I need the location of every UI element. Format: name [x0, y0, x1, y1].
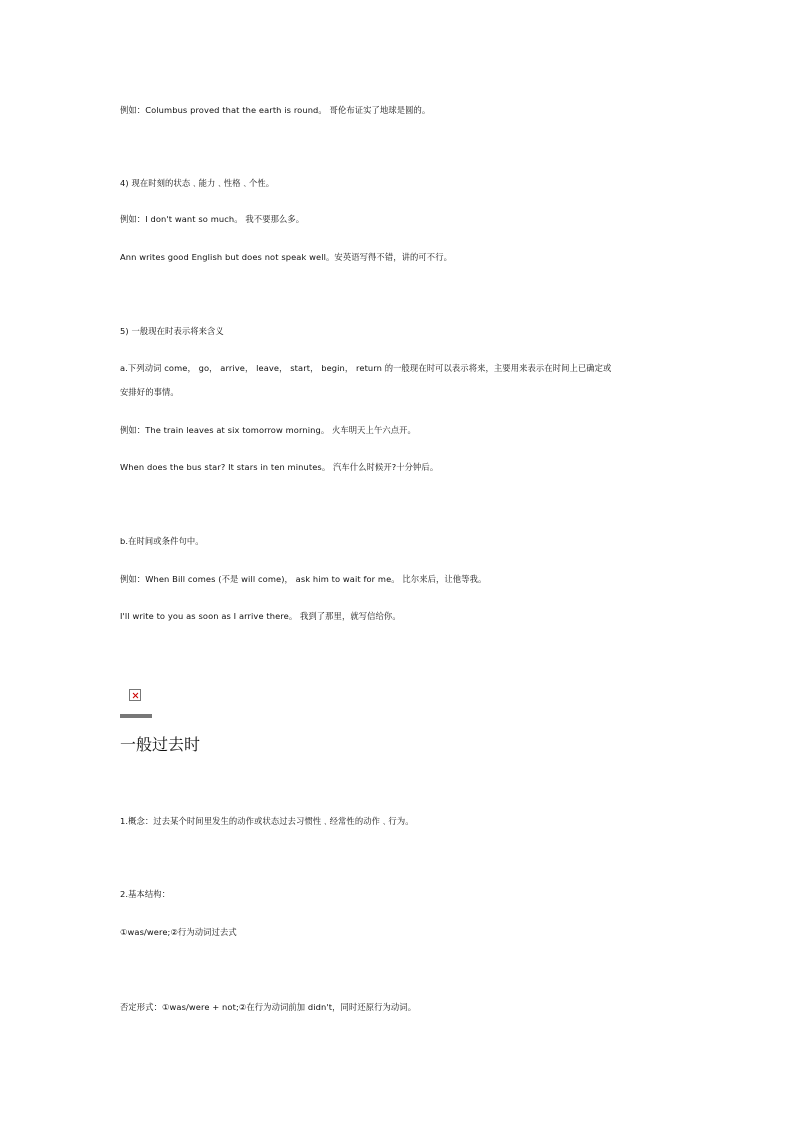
point-b-heading: b.在时间或条件句中。: [120, 536, 204, 546]
negative-form: 否定形式：①was/were + not;②在行为动词前加 didn't，同时还原行为动词。: [120, 1002, 417, 1012]
point-4-heading: 4) 现在时刻的状态﹑能力﹑性格﹑个性。: [120, 178, 275, 188]
example-bus-starts: When does the bus star? It stars in ten minutes。 汽车什么时候开?十分钟后。: [120, 462, 439, 472]
point-a-text: a.下列动词 come， go， arrive， leave， start， begin， return 的一般现在时可以表示将来，主要用来表示在时间上已确定或: [120, 363, 612, 373]
example-bill-comes: 例如：When Bill comes (不是 will come)， ask him to wait for me。 比尔来后，让他等我。: [120, 574, 487, 584]
broken-image-icon: [129, 689, 141, 701]
section-heading: 一般过去时: [120, 735, 201, 754]
section-divider-bar: [120, 714, 152, 718]
point-a-text-continued: 安排好的事情。: [120, 387, 179, 397]
example-train-leaves: 例如：The train leaves at six tomorrow morning。 火车明天上午六点开。: [120, 425, 416, 435]
basic-structure-forms: ①was/were;②行为动词过去式: [120, 927, 237, 937]
example-dont-want: 例如：I don't want so much。 我不要那么多。: [120, 214, 305, 224]
example-columbus: 例如：Columbus proved that the earth is round。 哥伦布证实了地球是圆的。: [120, 105, 431, 115]
basic-structure-heading: 2.基本结构：: [120, 889, 171, 899]
point-5-heading: 5) 一般现在时表示将来含义: [120, 326, 224, 336]
example-ann-writes: Ann writes good English but does not speak well。安英语写得不错，讲的可不行。: [120, 252, 452, 262]
concept-definition: 1.概念：过去某个时间里发生的动作或状态过去习惯性﹑经常性的动作﹑行为。: [120, 816, 414, 826]
example-write-to-you: I'll write to you as soon as I arrive there。 我到了那里，就写信给你。: [120, 611, 401, 621]
